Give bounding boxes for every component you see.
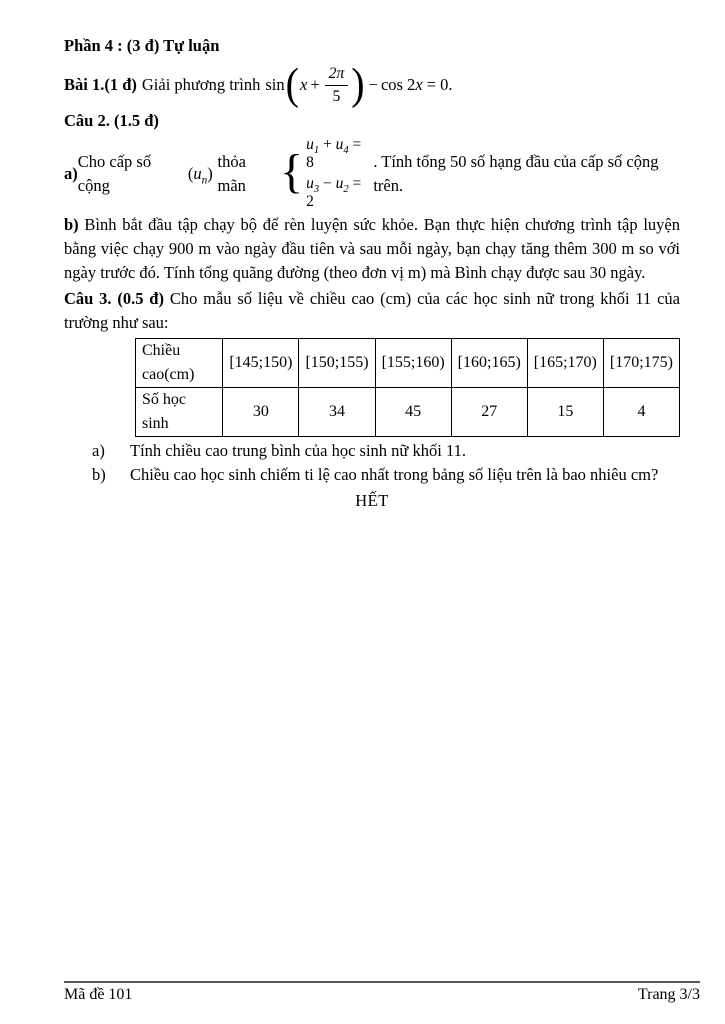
- question-2b-marker: b): [64, 215, 79, 235]
- table-count-cell: 15: [527, 388, 603, 437]
- question-3-label: Câu 3. (0.5 đ): [64, 289, 164, 309]
- question-3-intro: [64, 287, 680, 335]
- question-2a-text1: Cho cấp số cộng: [77, 151, 152, 195]
- question-2-heading: Câu 2. (1.5 đ): [64, 111, 159, 131]
- table-interval-cell: [150;155): [299, 339, 375, 388]
- page-number: Trang 3/3: [637, 986, 700, 1003]
- system-equation-2: $u_3 - u_2 = 2$: [306, 175, 362, 211]
- question-3-text: Cho mẫu số liệu về chiều cao (cm) của các học sinh nữ trong khối 11 của trường như sau:: [64, 289, 680, 333]
- system-brace: {: [280, 145, 304, 199]
- question-2a-marker: a): [64, 163, 78, 183]
- problem-1-equation: [265, 58, 453, 109]
- question-3b-marker: b): [92, 465, 106, 485]
- fraction-denominator: 5: [332, 87, 341, 105]
- math-equals-zero: = 0.: [426, 75, 453, 95]
- table-count-cell: 27: [451, 388, 527, 437]
- sequence-notation: $(u_n)$: [187, 163, 213, 186]
- exam-code: Mã đề 101: [64, 986, 133, 1003]
- math-cos: cos 2: [380, 75, 416, 95]
- table-count-cell: 30: [223, 388, 299, 437]
- table-row-intervals: [136, 339, 680, 388]
- table-count-cell: 4: [603, 388, 679, 437]
- table-interval-cell: [160;165): [451, 339, 527, 388]
- problem-1-line: [64, 58, 680, 109]
- math-fraction: [325, 64, 349, 106]
- math-var-x2: x: [415, 75, 423, 95]
- equation-system: [280, 136, 369, 211]
- table-interval-cell: [170;175): [603, 339, 679, 388]
- question-3-sublist: [92, 439, 680, 487]
- question-3a-marker: a): [92, 441, 105, 461]
- question-2b-paragraph: [64, 213, 680, 285]
- problem-1-intro: Giải phương trình: [141, 75, 261, 95]
- question-2a-line: [64, 136, 680, 211]
- math-plus: +: [310, 75, 320, 95]
- system-equations: [306, 136, 369, 211]
- table-row-counts: [136, 388, 680, 437]
- table-interval-cell: [165;170): [527, 339, 603, 388]
- math-var-x: x: [299, 75, 308, 95]
- table-count-cell: 45: [375, 388, 451, 437]
- table-header-label: Chiều cao(cm): [136, 339, 223, 388]
- page-footer: [64, 981, 700, 1004]
- problem-1-label: Bài 1.(1 đ): [64, 75, 137, 95]
- math-close-paren: ): [351, 58, 365, 109]
- system-equation-1: $u_1 + u_4 = 8$: [306, 136, 362, 172]
- math-sin: sin: [265, 75, 285, 95]
- question-3b-item: [92, 463, 680, 487]
- question-3a-item: [92, 439, 680, 463]
- question-3b-text: Chiều cao học sinh chiếm ti lệ cao nhất trong bảng số liệu trên là bao nhiêu cm?: [130, 465, 659, 485]
- end-of-exam-marker: HẾT: [355, 491, 389, 511]
- fraction-numerator: 2π: [325, 64, 349, 86]
- table-interval-cell: [155;160): [375, 339, 451, 388]
- table-interval-cell: [145;150): [223, 339, 299, 388]
- math-minus: −: [368, 75, 378, 95]
- table-count-cell: 34: [299, 388, 375, 437]
- section-heading: Phần 4 : (3 đ) Tự luận: [64, 36, 220, 55]
- question-2a-text2: thỏa mãn: [217, 151, 246, 195]
- height-frequency-table: [135, 338, 680, 437]
- question-2a-text3: . Tính tổng 50 số hạng đầu của cấp số cộng trên.: [373, 151, 659, 195]
- math-open-paren: (: [285, 58, 299, 109]
- question-2b-text: Bình bắt đầu tập chạy bộ để rèn luyện sức khỏe. Bạn thực hiện chương trình tập luyện bằng việc chạy 900 m vào ngày đầu tiên và sau mỗi ngày, bạn chạy tăng thêm 300 m so với ngày trước đó. Tính tổng quãng đường (theo đơn vị m) mà Bình chạy được sau 30 ngày.: [64, 215, 680, 283]
- question-3a-text: Tính chiều cao trung bình của học sinh nữ khối 11.: [130, 441, 466, 461]
- table-row-label: Số học sinh: [136, 388, 223, 437]
